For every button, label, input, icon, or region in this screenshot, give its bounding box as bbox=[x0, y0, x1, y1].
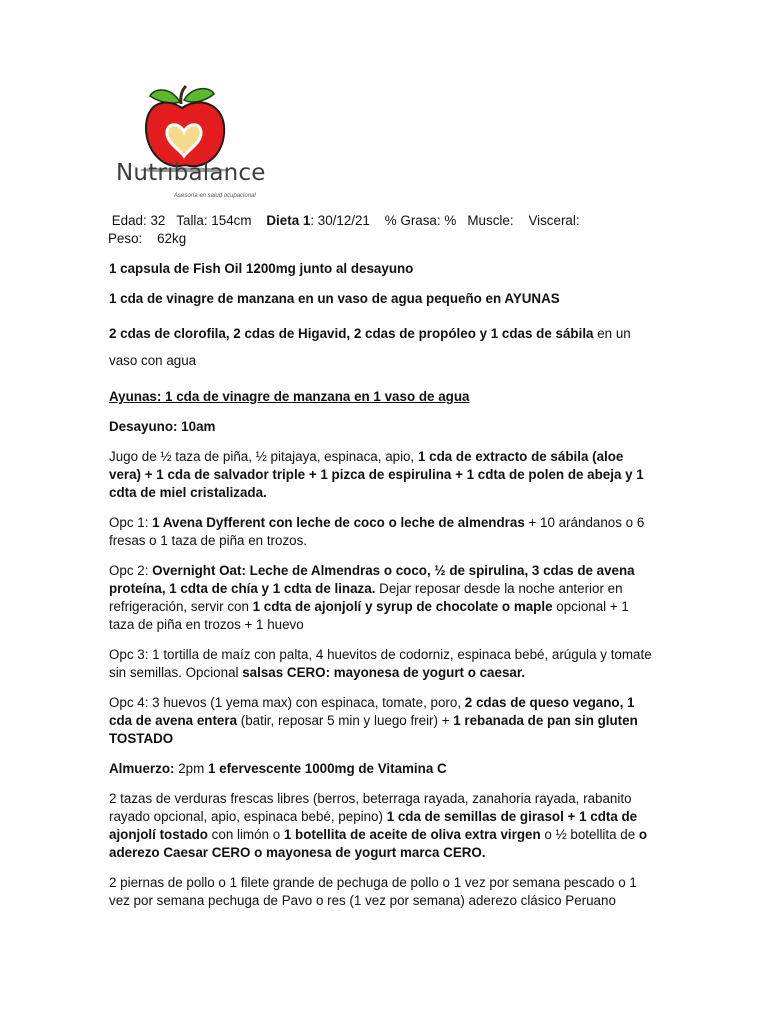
veg-bold: 1 cda de semillas de girasol + 1 cdta de ajonjolí tostado bbox=[109, 809, 638, 842]
almuerzo-time: 2pm bbox=[174, 761, 208, 776]
opc1-paragraph bbox=[109, 514, 657, 550]
veg-bold-3: o aderezo Caesar CERO o mayonesa de yogurt marca CERO. bbox=[109, 827, 648, 860]
veg-bold-2: 1 botellita de aceite de oliva extra virgen bbox=[283, 827, 541, 842]
brand-tagline: Asesoría en salud ocupacional bbox=[174, 193, 256, 199]
diet-plan bbox=[109, 212, 657, 918]
brand-name: Nutribalance bbox=[116, 160, 266, 186]
supplement-3 bbox=[109, 320, 657, 374]
veg-text-2: con limón o bbox=[207, 827, 284, 842]
almuerzo-label: Almuerzo: bbox=[109, 761, 175, 776]
opc1-bold: 1 Avena Dyfferent con leche de coco o leche de almendras bbox=[152, 515, 525, 530]
apple-heart-icon bbox=[118, 82, 238, 172]
edad-value: 32 bbox=[150, 213, 166, 228]
peso-value: 62kg bbox=[157, 231, 187, 246]
opc1-label: Opc 1: bbox=[109, 515, 153, 530]
opc2-bold: Overnight Oat: Leche de Almendras o coco, ½ de spirulina, 3 cdas de avena proteína, 1 cdta de chía y 1 cdta de linaza. bbox=[109, 563, 635, 596]
supplement-3-rest: en un bbox=[593, 326, 631, 341]
edad-label: Edad: bbox=[111, 213, 147, 228]
opc3-paragraph bbox=[109, 646, 657, 682]
patient-stats bbox=[108, 212, 657, 248]
supplement-2-text: 1 cda de vinagre de manzana en un vaso de agua pequeño en AYUNAS bbox=[109, 291, 560, 306]
almuerzo-vitc: 1 efervescente 1000mg de Vitamina C bbox=[207, 761, 447, 776]
dieta-value: : 30/12/21 bbox=[310, 213, 370, 228]
grasa-field: % Grasa: % bbox=[384, 213, 457, 228]
opc2-paragraph bbox=[109, 562, 657, 634]
opc2-text: Dejar reposar desde la noche anterior en refrigeración, servir con bbox=[109, 581, 623, 614]
proteina-text: 2 piernas de pollo o 1 filete grande de pechuga de pollo o 1 vez por semana pescado o 1 vez por semana pechuga de Pavo o res (1 vez por semana) aderezo clásico Peruano bbox=[109, 875, 637, 908]
veg-text: 2 tazas de verduras frescas libres (berros, beterraga rayada, zanahoria rayada, rabanito rayado opcional, apio, espinaca bebé, pepino) bbox=[109, 791, 632, 824]
desayuno-heading bbox=[109, 418, 657, 436]
ayunas-heading bbox=[109, 388, 657, 406]
visceral-field: Visceral: bbox=[528, 213, 580, 228]
opc4-bold: 2 cdas de queso vegano, 1 cda de avena entera bbox=[109, 695, 635, 728]
muscle-field: Muscle: bbox=[467, 213, 514, 228]
opc3-text: Opc 3: 1 tortilla de maíz con palta, 4 huevitos de codorniz, espinaca bebé, arúgula y tomate sin semillas. Opcional bbox=[109, 647, 652, 680]
supplement-3-line2: vaso con agua bbox=[109, 353, 197, 368]
almuerzo-heading bbox=[109, 760, 657, 778]
opc1-rest: + 10 arándanos o 6 fresas o 1 taza de piña en trozos. bbox=[109, 515, 645, 548]
dieta-label: Dieta 1 bbox=[266, 213, 311, 228]
jugo-text: Jugo de ½ taza de piña, ½ pitajaya, espinaca, apio, bbox=[109, 449, 418, 464]
opc3-bold: salsas CERO: mayonesa de yogurt o caesar. bbox=[242, 665, 526, 680]
desayuno-title: Desayuno: 10am bbox=[109, 419, 216, 434]
jugo-bold: 1 cda de extracto de sábila (aloe vera) + 1 cda de salvador triple + 1 pizca de espirulina + 1 cdta de polen de abeja y 1 cdta de miel cristalizada. bbox=[109, 449, 644, 500]
proteina-paragraph bbox=[109, 874, 657, 910]
peso-label: Peso: bbox=[108, 231, 143, 246]
verduras-paragraph bbox=[109, 790, 657, 862]
opc4-text: Opc 4: 3 huevos (1 yema max) con espinaca, tomate, poro, bbox=[109, 695, 465, 710]
talla-value: 154cm bbox=[211, 213, 252, 228]
supplement-3-bold: 2 cdas de clorofila, 2 cdas de Higavid, 2 cdas de propóleo y 1 cdas de sábila bbox=[109, 326, 594, 341]
supplement-1-text: 1 capsula de Fish Oil 1200mg junto al desayuno bbox=[109, 261, 414, 276]
opc2-bold-2: 1 cdta de ajonjolí y syrup de chocolate o maple bbox=[252, 599, 553, 614]
opc4-bold-2: 1 rebanada de pan sin gluten TOSTADO bbox=[109, 713, 638, 746]
veg-text-3: o ½ botellita de bbox=[540, 827, 639, 842]
jugo-paragraph bbox=[109, 448, 657, 502]
nutribalance-logo bbox=[112, 82, 292, 212]
opc4-text-2: (batir, reposar 5 min y luego freir) + bbox=[237, 713, 454, 728]
opc2-label: Opc 2: bbox=[109, 563, 153, 578]
supplement-2 bbox=[109, 290, 657, 308]
opc4-paragraph bbox=[109, 694, 657, 748]
supplement-1 bbox=[109, 260, 657, 278]
ayunas-text: Ayunas: 1 cda de vinagre de manzana en 1 vaso de agua bbox=[109, 389, 470, 404]
talla-label: Talla: bbox=[176, 213, 208, 228]
opc2-rest: opcional + 1 taza de piña en trozos + 1 huevo bbox=[109, 599, 629, 632]
